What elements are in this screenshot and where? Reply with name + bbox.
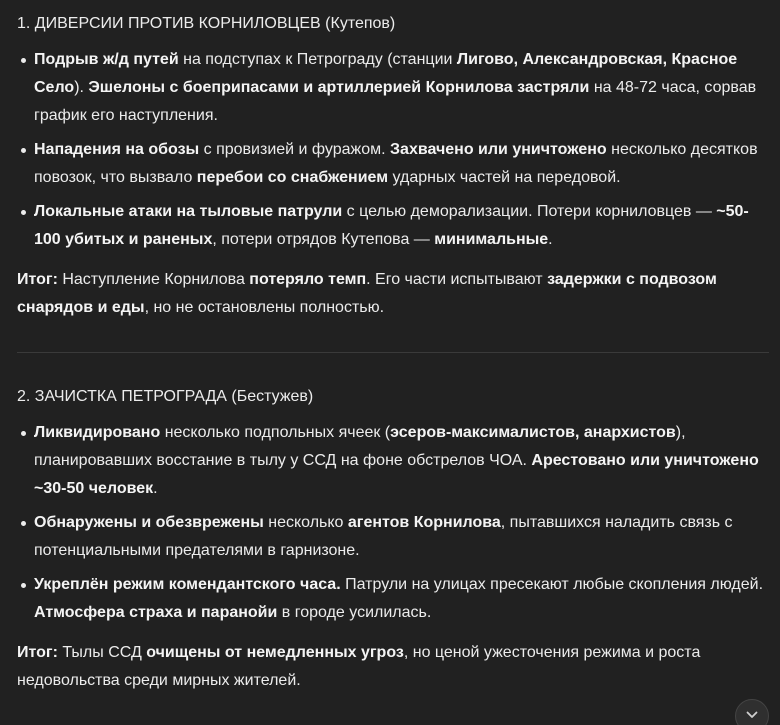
- text: с провизией и фуражом.: [199, 141, 391, 158]
- chevron-down-icon: [746, 700, 758, 724]
- section-heading: 2. ЗАЧИСТКА ПЕТРОГРАДА (Бестужев): [17, 388, 314, 405]
- list-item: [17, 509, 769, 565]
- bold-text: Эшелоны с боеприпасами и артиллерией Корнилова застряли: [88, 79, 590, 96]
- text: .: [153, 480, 158, 497]
- bold-text: Атмосфера страха и паранойи: [34, 604, 278, 621]
- text: в городе усилилась.: [277, 604, 432, 621]
- bold-text: Укреплён режим комендантского часа.: [34, 576, 341, 593]
- summary-paragraph: [17, 266, 769, 322]
- bold-text: эсеров-максималистов, анархистов: [390, 424, 676, 441]
- text: , потери отрядов Кутепова —: [212, 231, 435, 248]
- text: на подступах к Петрограду (станции: [178, 51, 457, 68]
- bold-text: минимальные: [434, 231, 549, 248]
- bold-text: Ликвидировано: [34, 424, 161, 441]
- list-item: [17, 136, 769, 192]
- text: Наступление Корнилова: [57, 271, 250, 288]
- summary-label: Итог:: [17, 644, 58, 661]
- text: .: [548, 231, 553, 248]
- text: на 48-72 часа, сорвав график его наступления.: [34, 79, 757, 124]
- text: несколько подпольных ячеек (: [160, 424, 391, 441]
- bold-text: ~50-100 убитых и раненых: [34, 203, 749, 248]
- text: , пытавшихся наладить связь с потенциальными предателями в гарнизоне.: [34, 514, 733, 559]
- text: , но не остановлены полностью.: [144, 299, 385, 316]
- bold-text: Арестовано или уничтожено ~30-50 человек: [34, 452, 759, 497]
- list-item: [17, 419, 769, 503]
- text: . Его части испытывают: [366, 271, 548, 288]
- summary-paragraph: [17, 639, 769, 695]
- bold-text: потеряло темп: [249, 271, 367, 288]
- text: несколько десятков повозок, что вызвало: [34, 141, 758, 186]
- text: , но ценой ужесточения режима и роста недовольства среди мирных жителей.: [17, 644, 701, 689]
- bullet-list: [17, 46, 769, 254]
- text: несколько: [263, 514, 348, 531]
- bold-text: задержки с подвозом снарядов и еды: [17, 271, 717, 316]
- bold-text: очищены от немедленных угроз: [146, 644, 404, 661]
- text: ударных частей на передовой.: [388, 169, 621, 186]
- section-divider: [17, 352, 769, 353]
- bold-text: Подрыв ж/д путей: [34, 51, 179, 68]
- summary-label: Итог:: [17, 271, 58, 288]
- text: ), планировавших восстание в тылу у ССД на фоне обстрелов ЧОА.: [34, 424, 686, 469]
- list-item: [17, 198, 769, 254]
- bold-text: Лигово, Александровская, Красное Село: [34, 51, 738, 96]
- list-item: [17, 46, 769, 130]
- section-heading: 1. ДИВЕРСИИ ПРОТИВ КОРНИЛОВЦЕВ (Кутепов): [17, 15, 396, 32]
- scroll-to-bottom-button[interactable]: [735, 699, 769, 725]
- text: ).: [74, 79, 89, 96]
- message-content: [17, 10, 769, 695]
- text: Патрули на улицах пресекают любые скопления людей.: [340, 576, 764, 593]
- bold-text: агентов Корнилова: [347, 514, 501, 531]
- list-item: [17, 571, 769, 627]
- text: с целью деморализации. Потери корниловцев —: [342, 203, 717, 220]
- text: Тылы ССД: [57, 644, 147, 661]
- bold-text: перебои со снабжением: [196, 169, 389, 186]
- bold-text: Обнаружены и обезврежены: [34, 514, 264, 531]
- bullet-list: [17, 419, 769, 627]
- bold-text: Нападения на обозы: [34, 141, 200, 158]
- bold-text: Захвачено или уничтожено: [390, 141, 607, 158]
- bold-text: Локальные атаки на тыловые патрули: [34, 203, 343, 220]
